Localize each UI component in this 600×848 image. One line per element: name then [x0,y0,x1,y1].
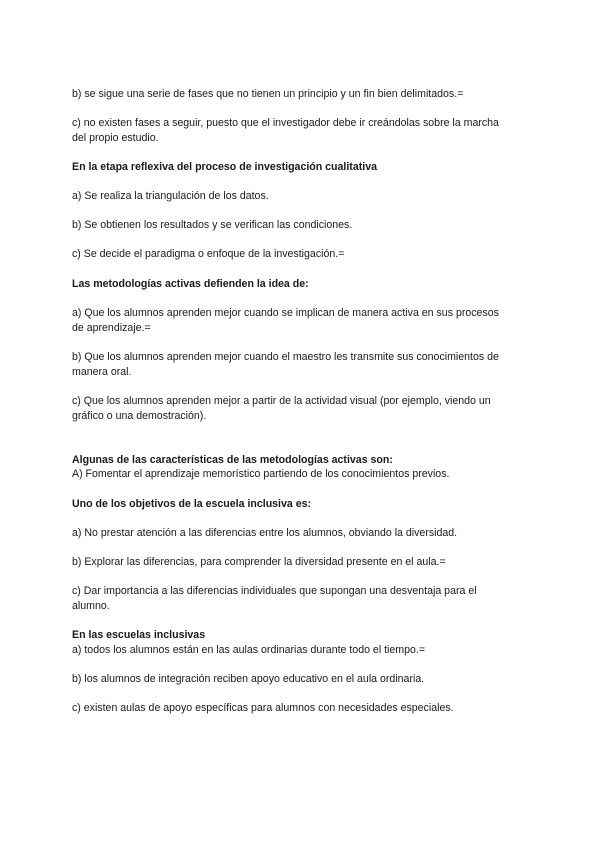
answer-line: a) Que los alumnos aprenden mejor cuando se implican de manera activa en sus procesos [72,307,499,319]
answer-line: b) se sigue una serie de fases que no tienen un principio y un fin bien delimitados.= [72,88,464,100]
answer-line: manera oral. [72,366,132,378]
answer-line: b) Se obtienen los resultados y se verifican las condiciones. [72,219,353,231]
question-heading: Uno de los objetivos de la escuela inclusiva es: [72,498,312,510]
answer-line: c) Se decide el paradigma o enfoque de la investigación.= [72,248,345,260]
answer-line: A) Fomentar el aprendizaje memorístico partiendo de los conocimientos previos. [72,468,450,480]
answer-line: alumno. [72,600,110,612]
question-heading: Algunas de las características de las metodologías activas son: [72,454,393,466]
answer-line: c) no existen fases a seguir, puesto que el investigador debe ir creándolas sobre la marcha [72,117,499,129]
answer-line: a) todos los alumnos están en las aulas ordinarias durante todo el tiempo.= [72,644,426,656]
answer-line: a) Se realiza la triangulación de los datos. [72,190,269,202]
answer-line: de aprendizaje.= [72,322,151,334]
answer-line: b) Explorar las diferencias, para comprender la diversidad presente en el aula.= [72,556,446,568]
answer-line: c) Que los alumnos aprenden mejor a partir de la actividad visual (por ejemplo, viendo un [72,395,491,407]
answer-line: a) No prestar atención a las diferencias entre los alumnos, obviando la diversidad. [72,527,458,539]
question-heading: Las metodologías activas defienden la idea de: [72,278,309,290]
answer-line: gráfico o una demostración). [72,410,207,422]
question-heading: En las escuelas inclusivas [72,629,206,641]
answer-line: b) Que los alumnos aprenden mejor cuando el maestro les transmite sus conocimientos de [72,351,499,363]
answer-line: b) los alumnos de integración reciben apoyo educativo en el aula ordinaria. [72,673,425,685]
answer-line: c) existen aulas de apoyo específicas para alumnos con necesidades especiales. [72,702,454,714]
answer-line: c) Dar importancia a las diferencias individuales que supongan una desventaja para el [72,585,477,597]
question-heading: En la etapa reflexiva del proceso de investigación cualitativa [72,161,377,173]
answer-line: del propio estudio. [72,132,159,144]
